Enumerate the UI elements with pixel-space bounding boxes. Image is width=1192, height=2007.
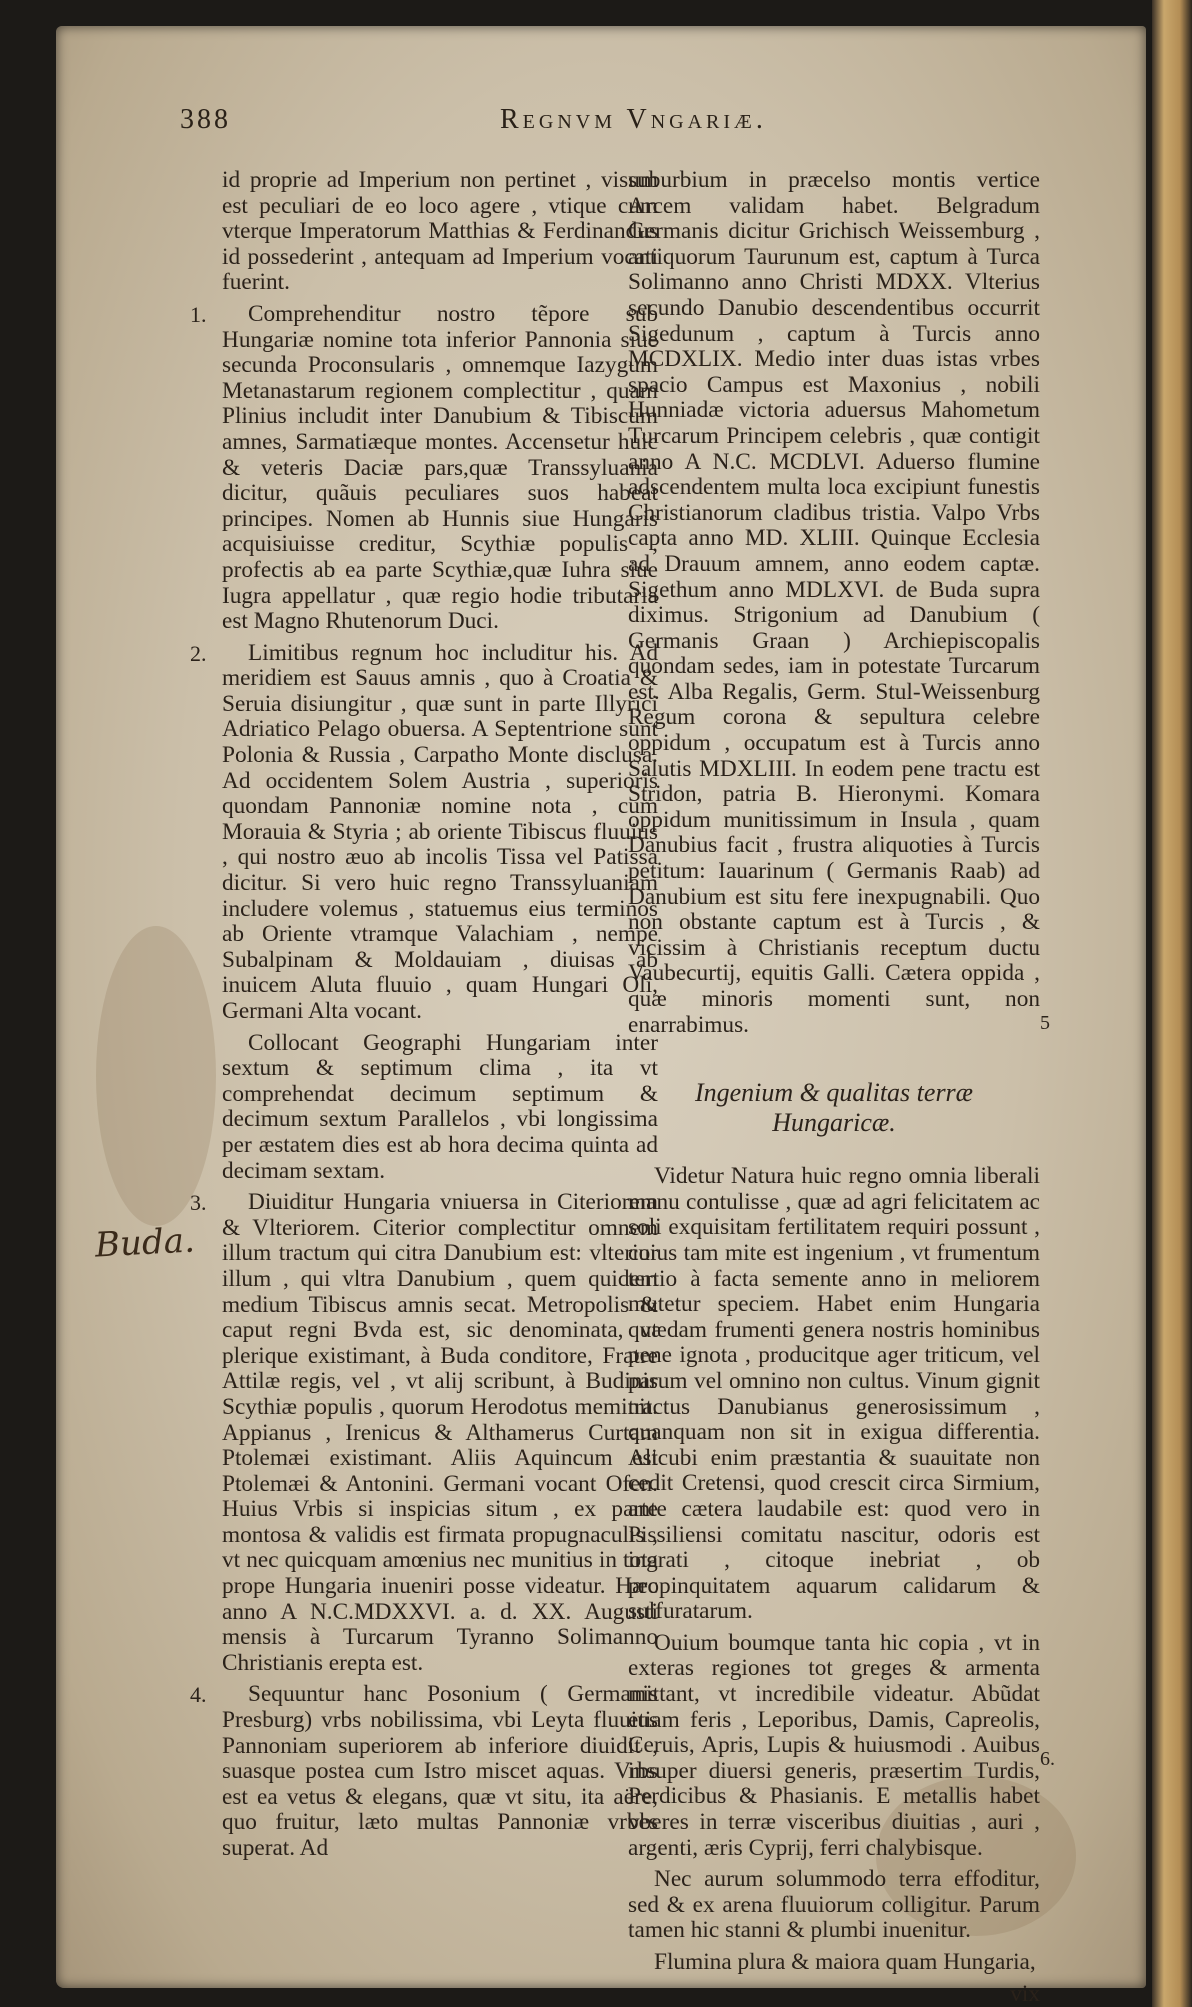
- section-heading: Ingenium & qualitas terræ Hungaricæ.: [694, 1078, 974, 1138]
- paragraph: [190, 1681, 658, 1861]
- paragraph-text: Videtur Natura huic regno omnia liberali manu contulisse , quæ ad agri felicitatem ac soli exquisitam fertilitatem requiri possunt , cuius tam mite est ingenium , vt frumentum tertio à facta semente anno in meliorem mutetur speciem. Habet enim Hungaria quædam frumenti genera nostris hominibus pene ignota , producitque ager triticum, vel parum vel omnino non cultus. Vinum gignit tractus Danubianus generosissimum , quanquam non sit in exigua differentia. Alicubi enim præstantia & suauitate non cedit Cretensi, quod crescit circa Sirmium, ante cætera laudabile est: quod vero in Pissiliensi comitatu nascitur, odoris est ingrati , citoque inebriat , ob propinquitatem aquarum calidarum & sulfuratarum.: [628, 1163, 1040, 1625]
- section-number: 3.: [190, 1190, 207, 1216]
- handwritten-margin-note: Buda.: [94, 1220, 196, 1266]
- paragraph: [628, 1867, 1040, 1944]
- paragraph-text: Flumina plura & maiora quam Hungaria,: [654, 1949, 1036, 1975]
- paragraph-text: Diuiditur Hungaria vniuersa in Citeriorem & Vlteriorem. Citerior complectitur omnem illum tractum qui citra Danubium est: vlterior illum , qui vltra Danubium , quem quidem medium Tibiscus amnis secat. Metropolis & caput regni Bvda est, sic denominata, vt plerique existimant, à Buda conditore, Fratre Attilæ regis, vel , vt alij scribunt, à Budinis Scythiæ populis , quorum Herodotus meminit. Appianus , Irenicus & Althamerus Curtam Ptolemæi existimant. Aliis Aquincum est Ptolemæi & Antonini. Germani vocant Ofen. Huius Vrbis si inspicias situm , ex parte montosa & validis est firmata propugnaculis , vt nec quicquam amœnius nec munitius in tota prope Hungaria inueniri posse videatur. Hæc anno A N.C.MDXXVI. a. d. XX. Augusti mensis à Turcarum Tyranno Solimanno Christianis erepta est.: [222, 1189, 658, 1676]
- paragraph: [190, 639, 658, 1025]
- paragraph: [628, 1950, 1040, 1976]
- paragraph-text: suburbium in præcelso montis vertice Arcem validam habet. Belgradum Germanis dicitur Grichisch Weissemburg , antiquorum Taurunum est, captum à Turca Solimanno anno Christi MDXX. Vlterius secundo Danubio descendentibus occurrit Sigedunum , captum à Turcis anno MCDXLIX. Medio inter duas istas vrbes spacio Campus est Maxonius , nobili Hunniadæ victoria aduersus Mahometum Turcarum Principem celebris , quæ contigit anno A N.C. MCDLVI. Aduerso flumine adscendentem multa loca excipiunt funestis Christianorum cladibus tristia. Valpo Vrbs capta anno MD. XLIII. Quinque Ecclesia ad Drauum amnem, anno eodem captæ. Sigethum anno MDLXVI. de Buda supra diximus. Strigonium ad Danubium ( Germanis Graan ) Archiepiscopalis quondam sedes, iam in potestate Turcarum est. Alba Regalis, Germ. Stul-Weissenburg Regum corona & sepultura celebre oppidum , occupatum est à Turcis anno Salutis MDXLIII. In eodem pene tractu est Stridon, patria B. Hieronymi. Komara oppidum munitissimum in Insula , quam Danubius facit , frustra aliquoties à Turcis petitum: Iauarinum ( Germanis Raab) ad Danubium est situ fere inexpugnabili. Quo non obstante captum est à Turcis , & vicissim à Christianis receptum ductu Vaubecurtij, equitis Galli. Cætera oppida , quæ minoris momenti sunt, non enarrabimus.: [628, 167, 1040, 1038]
- running-title: Regnvm Vngariæ.: [500, 104, 767, 135]
- paragraph-text: Limitibus regnum hoc includitur his. Ad meridiem est Sauus amnis , quo à Croatia & Seruia disiungitur , quæ sunt in parte Illyrici Adriatico Pelago obuersa. A Septentrione sunt Polonia & Russia , Carpatho Monte disclusa. Ad occidentem Solem Austria , superioris quondam Pannoniæ nomine nota , cum Morauia & Styria ; ab oriente Tibiscus fluuius , qui nostro æuo ab incolis Tissa vel Patissa dicitur. Si vero huic regno Transsyluaniam includere volemus , statuemus eius terminos ab Oriente vtramque Valachiam , nempe Subalpinam & Moldauiam , diuisas ab inuicem Aluta fluuio , quam Hungari Oli, Germani Alta vocant.: [222, 639, 658, 1024]
- section-number: 1.: [190, 301, 207, 327]
- section-number: 4.: [190, 1682, 207, 1708]
- paragraph-text: Comprehenditur nostro tẽpore sub Hungariæ nomine tota inferior Pannonia siue secunda Proconsularis , omnemque Iazygum Metanastarum regionem complectitur , quam Plinius includit inter Danubium & Tibiscum amnes, Sarmatiæque montes. Accensetur huic & veteris Daciæ pars,quæ Transsyluania dicitur, quãuis peculiares suos habeat principes. Nomen ab Hunnis siue Hungaris acquisiuisse creditur, Scythiæ populis , profectis ab ea parte Scythiæ,quæ Iuhra siue Iugra appellatur , quæ regio hodie tributaria est Magno Rhutenorum Duci.: [222, 300, 658, 635]
- paragraph: [628, 1164, 1040, 1625]
- paragraph: [190, 300, 658, 635]
- paragraph: [628, 1631, 1040, 1861]
- right-text-column: [628, 168, 1040, 2007]
- paper-stain: [96, 926, 216, 1226]
- margin-number: 6.: [1040, 1748, 1055, 1770]
- section-number: 2.: [190, 640, 207, 666]
- page-header: [180, 104, 840, 144]
- page-number: 388: [180, 104, 231, 135]
- paragraph: [222, 1031, 658, 1185]
- paragraph: [190, 1189, 658, 1676]
- left-text-column: [190, 167, 658, 1868]
- paragraph-text: Nec aurum solummodo terra effoditur, sed & ex arena fluuiorum colligitur. Parum tamen hic stanni & plumbi inuenitur.: [628, 1866, 1040, 1944]
- adjacent-page-edge: [1152, 0, 1192, 2007]
- paragraph-text: Ouium boumque tanta hic copia , vt in exteras regiones tot greges & armenta mittant, vt incredibile videatur. Abũdat etiam feris , Leporibus, Damis, Capreolis, Ceruis, Apris, Lupis & huiusmodi . Auibus insuper diuersi generis, præsertim Turdis, Perdicibus & Phasianis. E metallis habet vberes in terræ visceribus diuitias , auri , argenti, æris Cyprij, ferri chalybisque.: [628, 1629, 1040, 1861]
- paragraph-text: Collocant Geographi Hungariam inter sextum & septimum clima , ita vt comprehendat decimum septimum & decimum sextum Parallelos , vbi longissima per æstatem dies est ab hora decima quinta ad decimam sextam.: [222, 1029, 658, 1184]
- paragraph-text: id proprie ad Imperium non pertinet , visum est peculiari de eo loco agere , vtique cum vterque Imperatorum Matthias & Ferdinandus id possederint , antequam ad Imperium vocati fuerint.: [222, 167, 658, 296]
- paragraph: [628, 168, 1040, 1038]
- paragraph: [222, 168, 658, 296]
- margin-number: 5: [1040, 1012, 1050, 1034]
- catchword: vix: [1010, 1980, 1040, 2007]
- paragraph-text: Sequuntur hanc Posonium ( Germanis Presburg) vrbs nobilissima, vbi Leyta fluuius Pannoniam superiorem ab inferiore diuidit , suasque postea cum Istro miscet aquas. Vrbs est ea vetus & elegans, quæ vt situ, ita aëre, quo fruitur, læto multas Pannoniæ vrbes superat. Ad: [222, 1681, 658, 1861]
